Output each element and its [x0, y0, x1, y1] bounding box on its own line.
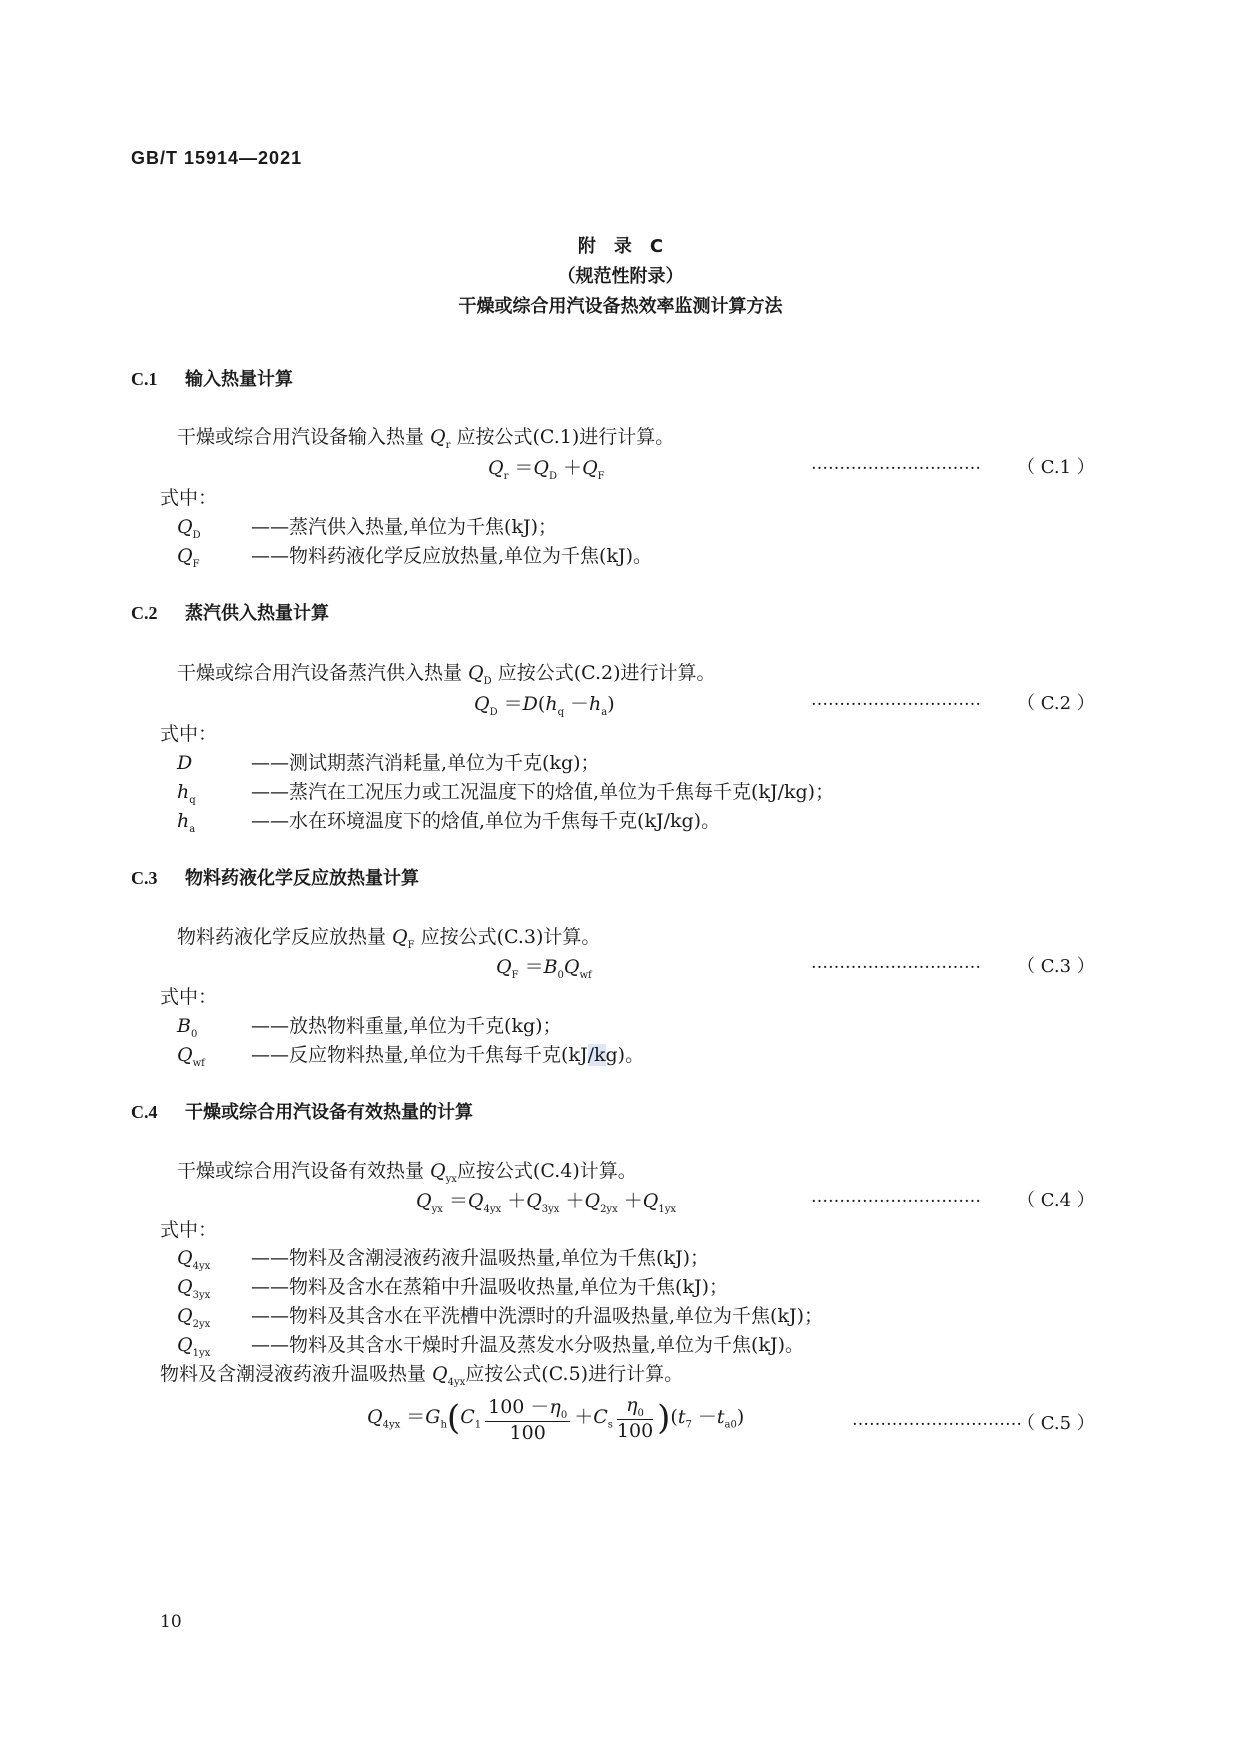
- where-label: 式中：: [160, 986, 218, 1008]
- appendix-type: （规范性附录）: [557, 266, 684, 287]
- paragraph-c2: 干燥或综合用汽设备蒸汽供入热量 $Q_D$ 应按公式(C.2)进行计算。: [177, 662, 716, 687]
- equation-number-c4: （ C.4 ）: [1017, 1190, 1095, 1211]
- equation-c1: $Q_r =Q_D +Q_F$: [488, 457, 605, 482]
- definition-item: $Q_{1yx}$ ——物料及其含水干燥时升温及蒸发水分吸热量,单位为千焦(kJ)。: [177, 1334, 804, 1359]
- definition-item: D ——测试期蒸汽消耗量,单位为千克(kg)；: [177, 752, 600, 774]
- dot-leader: …………………………: [811, 690, 981, 710]
- appendix-title: 干燥或综合用汽设备热效率监测计算方法: [458, 296, 783, 317]
- appendix-label: 附 录 C: [577, 236, 664, 257]
- where-label: 式中：: [160, 723, 218, 745]
- definition-item: $h_a$ ——水在环境温度下的焓值,单位为千焦每千克(kJ/kg)。: [177, 810, 721, 835]
- equation-c2: $Q_D =D(h_q -h_a)$: [474, 693, 615, 718]
- equation-number-c5: （ C.5 ）: [1017, 1413, 1095, 1434]
- definition-item: $Q_{3yx}$ ——物料及含水在蒸箱中升温吸收热量,单位为千焦(kJ)；: [177, 1276, 728, 1301]
- dot-leader: …………………………: [811, 454, 981, 474]
- section-heading-c4: C.4 干燥或综合用汽设备有效热量的计算: [131, 1102, 473, 1123]
- dot-leader: …………………………: [811, 953, 981, 973]
- dot-leader: …………………………: [852, 1410, 1022, 1430]
- section-heading-c3: C.3 物料药液化学反应放热量计算: [131, 868, 419, 889]
- where-label: 式中：: [160, 1219, 218, 1241]
- definition-item: $Q_{wf}$ ——反应物料热量,单位为千焦每千克(kJ/kg)。: [177, 1044, 645, 1069]
- equation-c4: $Q_{yx} =Q_{4yx} +Q_{3yx} +Q_{2yx} +Q_{1yx}$: [416, 1190, 676, 1215]
- equation-number-c1: （ C.1 ）: [1017, 457, 1095, 478]
- definition-item: $h_q$ ——蒸汽在工况压力或工况温度下的焓值,单位为千焦每千克(kJ/kg)；: [177, 781, 835, 806]
- equation-number-c3: （ C.3 ）: [1017, 956, 1095, 977]
- definition-item: $Q_D$ ——蒸汽供入热量,单位为千焦(kJ)；: [177, 516, 557, 541]
- equation-c5: $Q_{4yx} =G_h(C_1$ $\frac{100 -\eta_0}{100}$ $+C_s$ $\frac{\eta_0}{100}$ )$(t_7 -t_{a0})$: [367, 1394, 745, 1444]
- section-heading-c2: C.2 蒸汽供入热量计算: [131, 603, 329, 624]
- equation-number-c2: （ C.2 ）: [1017, 693, 1095, 714]
- definition-item: $Q_{4yx}$ ——物料及含潮浸液药液升温吸热量,单位为千焦(kJ)；: [177, 1247, 709, 1272]
- definition-item: $B_0$ ——放热物料重量,单位为千克(kg)；: [177, 1015, 562, 1040]
- dot-leader: …………………………: [811, 1187, 981, 1207]
- equation-c3: $Q_F =B_0Q_{wf}$: [496, 956, 592, 981]
- paragraph-c1: 干燥或综合用汽设备输入热量 $Q_r$ 应按公式(C.1)进行计算。: [177, 426, 675, 451]
- page-number: 10: [160, 1612, 182, 1632]
- definition-item: $Q_{2yx}$ ——物料及其含水在平洗槽中洗漂时的升温吸热量,单位为千焦(kJ)；: [177, 1305, 823, 1330]
- text-selection-highlight[interactable]: /k: [587, 1044, 606, 1066]
- section-heading-c1: C.1 输入热量计算: [131, 369, 293, 390]
- paragraph-c4: 干燥或综合用汽设备有效热量 $Q_{yx}$应按公式(C.4)计算。: [177, 1160, 637, 1185]
- paragraph-c5-intro: 物料及含潮浸液药液升温吸热量 $Q_{4yx}$应按公式(C.5)进行计算。: [160, 1363, 684, 1388]
- paragraph-c3: 物料药液化学反应放热量 $Q_F$ 应按公式(C.3)计算。: [177, 926, 601, 951]
- where-label: 式中：: [160, 487, 218, 509]
- definition-item: $Q_F$ ——物料药液化学反应放热量,单位为千焦(kJ)。: [177, 545, 652, 570]
- standard-number: GB/T 15914—2021: [131, 148, 303, 168]
